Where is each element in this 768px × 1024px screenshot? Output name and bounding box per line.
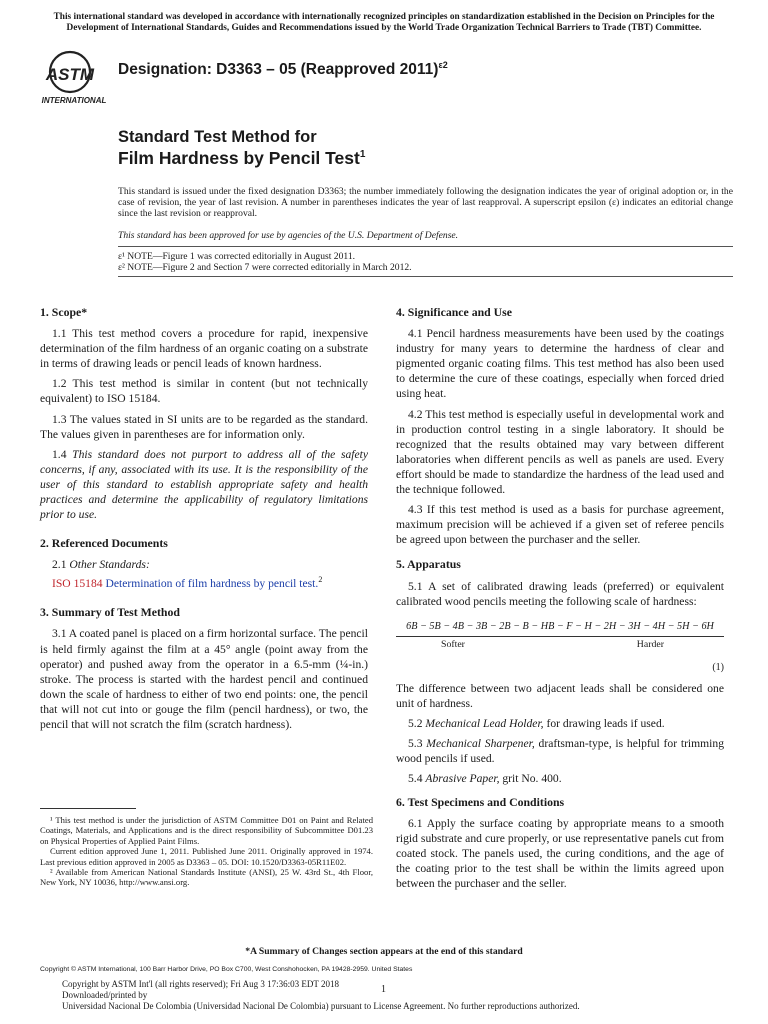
left-column — [40, 305, 368, 737]
reference-entry: ISO 15184 Determination of film hardness by pencil test.$^2$ — [52, 575, 323, 591]
editorial-notes — [118, 251, 733, 273]
paragraph: 1.2 This test method is similar in content (but not technically equivalent) to ISO 15184. — [40, 377, 368, 406]
footnote: ² Available from American National Standards Institute (ANSI), 25 W. 43rd St., 4th Floor, New York, NY 10036, http://www.ansi.org. — [40, 867, 373, 888]
section-heading: 5. Apparatus — [396, 557, 461, 572]
right-column — [396, 305, 724, 896]
section-heading: 2. Referenced Documents — [40, 536, 168, 551]
page-number: 1 — [381, 984, 386, 995]
page-title: Film Hardness by Pencil Test$^1$ — [118, 148, 366, 168]
designation: Designation: D3363 – 05 (Reapproved 2011)$^{\varepsilon 2}$ — [118, 60, 448, 79]
paragraph: 4.1 Pencil hardness measurements have been used by the coatings industry for many years to determine the hardness of clear and pigmented organic coating films. This test method has also been used to determine the cure of these coatings, especially when forced dried using heat. — [396, 327, 724, 401]
paragraph: 5.3 Mechanical Sharpener, draftsman-type, is helpful for trimming wood pencils if used. — [396, 737, 725, 766]
paragraph: The difference between two adjacent leads shall be considered one unit of hardness. — [396, 681, 724, 711]
paragraph: 4.3 If this test method is used as a basis for purchase agreement, maximum precision will be achieved if a given set of referee pencils be agreed upon between the purchaser and the seller. — [396, 503, 724, 547]
paragraph: 5.2 Mechanical Lead Holder, for drawing leads if used. — [408, 717, 665, 731]
wto-notice: This international standard was developed in accordance with internationally recognized principles on standardization established in the Decision on Principles for the Development of International Standards, Guides and Recommendations issued by the World Trade Organization Technical Barriers to Trade (TBT) Committee. — [53, 12, 715, 33]
softer-label: Softer — [441, 638, 465, 650]
license-line: Universidad Nacional De Colombia (Universidad Nacional De Colombia) pursuant to License Agreement. No further reproductions authorized. — [62, 1001, 580, 1011]
hardness-scale: 6B − 5B − 4B − 3B − 2B − B − HB − F − H − 2H − 3H − 4H − 5H − 6H — [396, 619, 724, 637]
astm-logo-icon — [40, 48, 110, 106]
section-heading: 1. Scope* — [40, 305, 88, 319]
paragraph: 3.1 A coated panel is placed on a firm horizontal surface. The pencil is held firmly against the film at a 45° angle (point away from the operator) and pushed away from the operator in a 6.5-mm (¼-in.) stroke. The process is started with the hardest pencil and continued down the scale of hardness to either of two end points: one, the pencil that will not cut into or gouge the film (pencil hardness), or two, the pencil that will not scratch the film (scratch hardness). — [40, 627, 368, 732]
scale-labels — [396, 637, 724, 652]
section-heading: 6. Test Specimens and Conditions — [396, 794, 565, 809]
defense-statement: This standard has been approved for use by agencies of the U.S. Department of Defense. — [118, 230, 459, 241]
copyright: Copyright © ASTM International, 100 Barr Harbor Drive, PO Box C700, West Conshohocken, PA 19428-2959. United States — [40, 966, 413, 973]
license-info — [62, 979, 722, 1012]
footnote-divider — [40, 808, 136, 809]
paragraph: 1.3 The values stated in SI units are to be regarded as the standard. The values given in parentheses are for information only. — [40, 412, 368, 441]
iso-link[interactable]: ISO 15184 — [52, 577, 103, 591]
paragraph: 5.4 Abrasive Paper, grit No. 400. — [408, 772, 562, 786]
paragraph: 5.1 A set of calibrated drawing leads (preferred) or equivalent calibrated wood pencils meeting the following scale of hardness: — [396, 579, 724, 608]
harder-label: Harder — [636, 638, 664, 650]
license-line: Copyright by ASTM Int'l (all rights reserved); Fri Aug 3 17:36:03 EDT 2018 — [62, 979, 339, 989]
paragraph: 1.4 This standard does not purport to address all of the safety concerns, if any, associated with its use. It is the responsibility of the user of this standard to establish appropriate safety and health practices and determine the applicability of regulatory limitations prior to use. — [40, 447, 368, 522]
license-line: Downloaded/printed by — [62, 990, 148, 1000]
section-heading: 4. Significance and Use — [396, 305, 513, 319]
paragraph: 4.2 This test method is especially useful in developmental work and in production control testing in a single laboratory. It should be recognized that the results obtained may vary between different laboratories when different pencils as well as panels are used. Every effort should be made to standardize the hardness of the lead used and the technique followed. — [396, 407, 724, 497]
paragraph: 2.1 Other Standards: — [52, 558, 150, 572]
footnote: ¹ This test method is under the jurisdiction of ASTM Committee D01 on Paint and Related Coatings, Materials, and Applications and is the direct responsibility of Subcommittee D01.23 on Physical Properties of Applied Paint Films. — [40, 815, 373, 846]
editorial-note-2: ε² NOTE—Figure 2 and Section 7 were corrected editorially in March 2012. — [118, 262, 412, 273]
divider — [118, 246, 733, 247]
paragraph: 1.1 This test method covers a procedure for rapid, inexpensive determination of the film hardness of an organic coating on a substrate in terms of drawing leads or pencil leads of known hardness. — [40, 327, 368, 371]
issuance-statement: This standard is issued under the fixed designation D3363; the number immediately following the designation indicates the year of original adoption or, in the case of revision, the year of last revision. A number in parentheses indicates the year of last reapproval. A superscript epsilon (ε) indicates an editorial change since the last revision or reapproval. — [118, 186, 733, 219]
divider — [118, 276, 733, 277]
svg-text:INTERNATIONAL: INTERNATIONAL — [41, 96, 107, 105]
title-line-1: Standard Test Method for — [118, 128, 317, 146]
footnote: Current edition approved June 1, 2011. Published June 2011. Originally approved in 1974. Last previous edition approved in 2005 as D3363 – 05. DOI: 10.1520/D3363-05R11E02. — [40, 846, 373, 867]
paragraph: 6.1 Apply the surface coating by appropriate means to a smooth rigid substrate and cure properly, or use representative panels cut from coated stock. The panels used, the curing conditions, and the age of the coating prior to the test shall be within the limits agreed upon between the purchaser and the seller. — [396, 816, 724, 890]
iso-title-link[interactable]: Determination of film hardness by pencil test. — [105, 577, 319, 591]
editorial-note-1: ε¹ NOTE—Figure 1 was corrected editorially in August 2011. — [118, 251, 356, 262]
equation-number: (1) — [712, 661, 724, 673]
svg-text:ASTM: ASTM — [45, 65, 95, 84]
summary-of-changes-note: *A Summary of Changes section appears at the end of this standard — [245, 946, 523, 957]
section-heading: 3. Summary of Test Method — [40, 605, 180, 620]
footnotes — [40, 815, 373, 888]
